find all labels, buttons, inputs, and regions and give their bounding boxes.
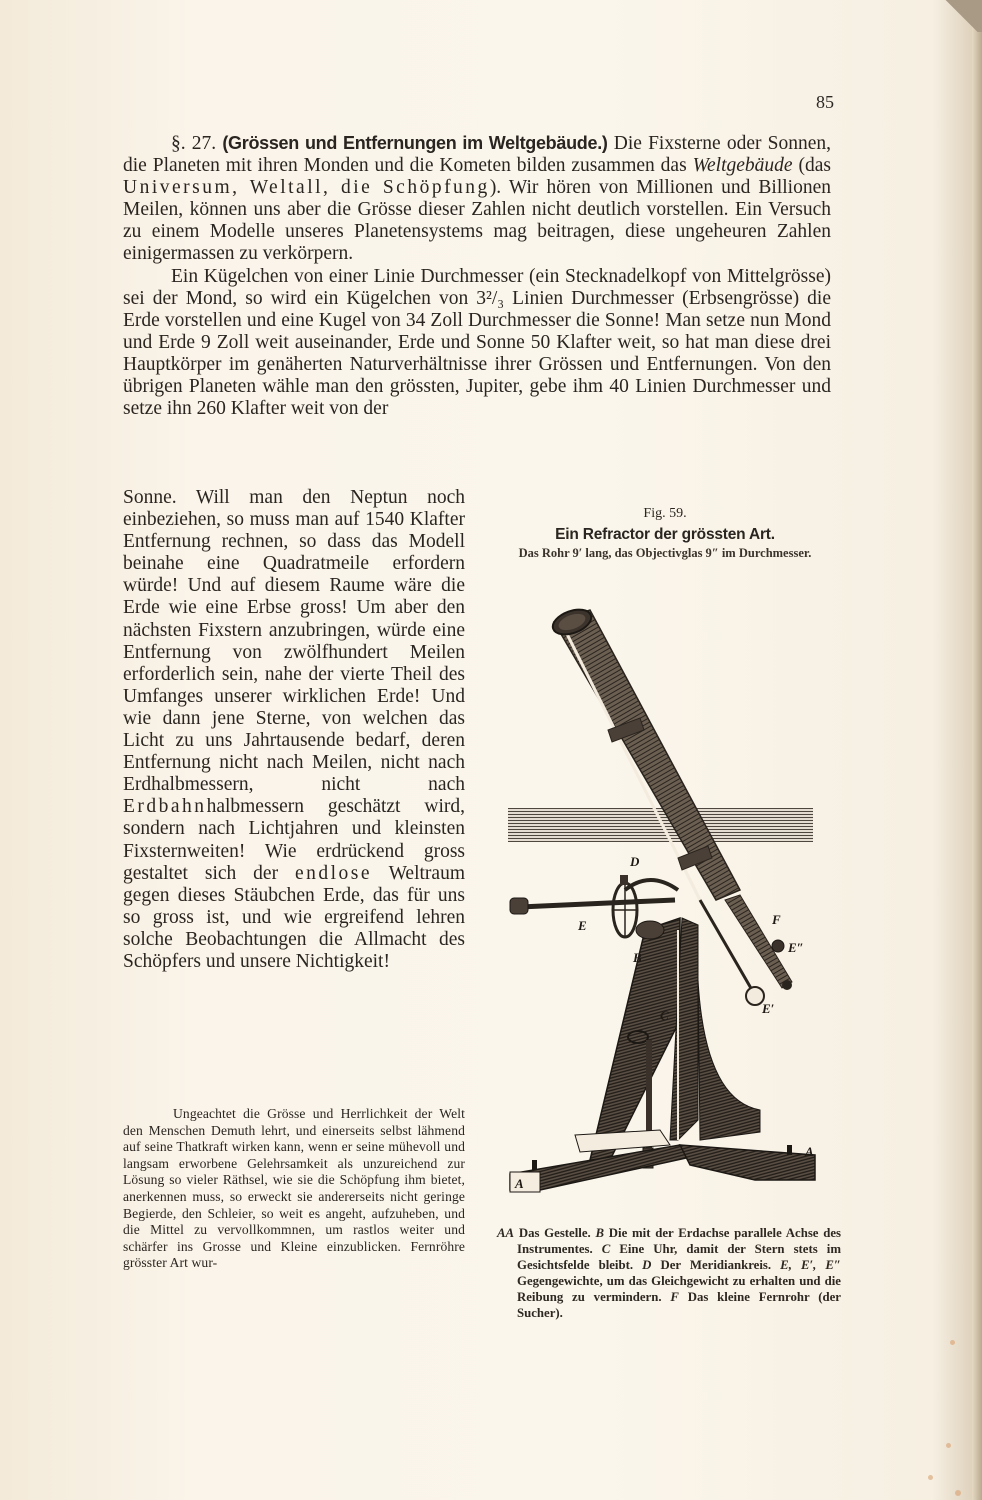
paragraph-text: ). Wir hören von Millionen und Billionen Meilen, können uns aber die Grösse dieser Zahlen nicht deutlich vorstellen. Ein Versuch zu einem Modelle unseres Planetensystems mag beitragen, diese ungeheuren Zahlen einigermassen zu verkörpern. [123, 177, 831, 265]
page-edge [972, 0, 982, 1500]
legend-desc: Der Meridiankreis. [651, 1258, 781, 1272]
paragraph-text: (das [792, 155, 831, 177]
legend-key: F [670, 1290, 679, 1304]
figure-legend [497, 1225, 841, 1321]
spaced-term: Erdbahn [123, 796, 207, 818]
page-number: 85 [816, 92, 834, 112]
paragraph-text: halbmessern geschätzt wird, sondern nach Lichtjahren und kleinsten Fixsternweiten! Wie erdrückend gross gestaltet sich der [123, 796, 465, 884]
foxing-spot [950, 1340, 955, 1345]
paragraph-model: Ein Kügelchen von einer Linie Durchmesser (ein Stecknadelkopf von Mittelgrösse) sei der Mond, so wird ein Kügelchen von 3²/₃ Linien Durchmesser (Erbsengrösse) die Erde vorstellen und eine Kugel von 34 Zoll Durchmesser die Sonne! Man setze nun Mond und Erde 9 Zoll weit auseinander, Erde und Sonne 50 Klafter weit, so hat man diese drei Hauptkörper im genäherten Naturverhältnisse ihrer Grössen und Entfernungen. Von den übrigen Planeten wähle man den grössten, Jupiter, gebe ihm 40 Linien Durchmesser und setze ihn 260 Klafter weit von der [123, 265, 831, 420]
counterweight-e [510, 898, 528, 914]
figure-subtitle: Das Rohr 9′ lang, das Objectivglas 9″ im Durchmesser. [518, 546, 812, 560]
section-body-full-width [123, 132, 831, 420]
paragraph-intro [123, 132, 831, 266]
spaced-terms: Universum, Weltall, die Schöpfung [123, 177, 490, 199]
legend-key: E, E′, E″ [780, 1258, 841, 1272]
paragraph-text: Weltraum gegen dieses Stäubchen Erde, das für uns so gross ist, und wie ergreifend lehren solche Beobachtungen die Allmacht des Schöpfers und unsere Nichtigkeit! [123, 862, 465, 972]
label-a-left: A [515, 1176, 524, 1191]
figure-caption [490, 506, 840, 560]
label-f: F [772, 912, 781, 927]
base-frame [510, 1130, 815, 1192]
foxing-spot [928, 1475, 933, 1480]
term-weltgebaeude: Weltgebäude [692, 155, 793, 177]
label-e: E [578, 918, 587, 933]
label-c: C [660, 1008, 669, 1023]
legend-key: AA [497, 1226, 515, 1240]
paragraph-text: Die Fixsterne oder Sonnen, die Planeten mit ihren Monden und die Kometen bilden zusammen das [123, 133, 832, 177]
foxing-spot [955, 1490, 961, 1496]
label-b: B [633, 950, 642, 965]
section-title: (Grössen und Entfernungen im Weltgebäude.) [222, 133, 608, 153]
small-print-paragraph [123, 1106, 465, 1272]
label-e1: E′ [762, 1001, 775, 1016]
page-corner-fold [942, 0, 982, 32]
legend-key: B [595, 1226, 605, 1240]
section-number: §. 27. [171, 133, 217, 154]
small-print-text: Ungeachtet die Grösse und Herrlichkeit der Welt den Menschen Demuth lehrt, und einerseits selbst lähmend auf seine Thatkraft wirken kann, wenn er seine mühevoll und langsam erworbene Gelehrsamkeit als unzureichend zur Lösung so vieler Räthsel, wie sie die Schöpfung ihm bietet, anerkennen muss, so erweckt sie andererseits nicht geringe Begierde, den Schleier, so weit es angeht, aufzuheben, und die Mittel zu vervollkommnen, um rastlos weiter und schärfer ins Grosse und Kleine einzublicken. Fernröhre grösster Art wur- [123, 1106, 465, 1271]
paragraph-continuation [123, 487, 465, 973]
telescope-tube [549, 605, 740, 900]
floor-lines [508, 808, 813, 842]
figure-title: Ein Refractor der grössten Art. [555, 526, 775, 543]
legend-text [497, 1225, 841, 1321]
counterweight-e2 [772, 940, 784, 952]
label-a-right: A [805, 1144, 814, 1159]
legend-desc: Gegengewichte, um das Gleichgewicht zu erhalten und die Reibung zu vermindern. [517, 1274, 841, 1304]
figure-number: Fig. 59. [643, 506, 687, 521]
legend-desc: Das kleine Fernrohr (der Sucher). [517, 1290, 841, 1320]
left-column-text [123, 487, 465, 973]
refractor-telescope-illustration [500, 600, 840, 1200]
label-d: D [630, 854, 640, 869]
legend-key: C [601, 1242, 611, 1256]
legend-key: D [642, 1258, 652, 1272]
mount-stand [590, 918, 760, 1168]
label-e2: E″ [788, 940, 804, 955]
legend-desc: Das Gestelle. [514, 1226, 596, 1240]
paragraph-text: Sonne. Will man den Neptun noch einbeziehen, so muss man auf 1540 Klafter Entfernung rechnen, so dass das Modell beinahe eine Quadratmeile erfordern würde! Und auf diesem Raume wäre die Erde wie eine Erbse gross! Um aber den nächsten Fixstern anzubringen, würde eine Entfernung von zwölfhundert Meilen erforderlich sein, nahe der vierte Theil des Umfanges unserer wirklichen Erde! Und wie dann jene Sterne, von welchen das Licht zu uns Jahrtausende bedarf, deren Entfernung nicht nach Meilen, nicht nach Erdhalbmessern, nicht nach [123, 487, 465, 796]
legend-desc: Die mit der Erdachse parallele Achse des Instrumentes. [517, 1226, 842, 1256]
legend-desc: Eine Uhr, damit der Stern stets im Gesichtsfelde bleibt. [517, 1242, 841, 1272]
foxing-spot [946, 1443, 951, 1448]
spaced-term: endlose [294, 862, 373, 884]
